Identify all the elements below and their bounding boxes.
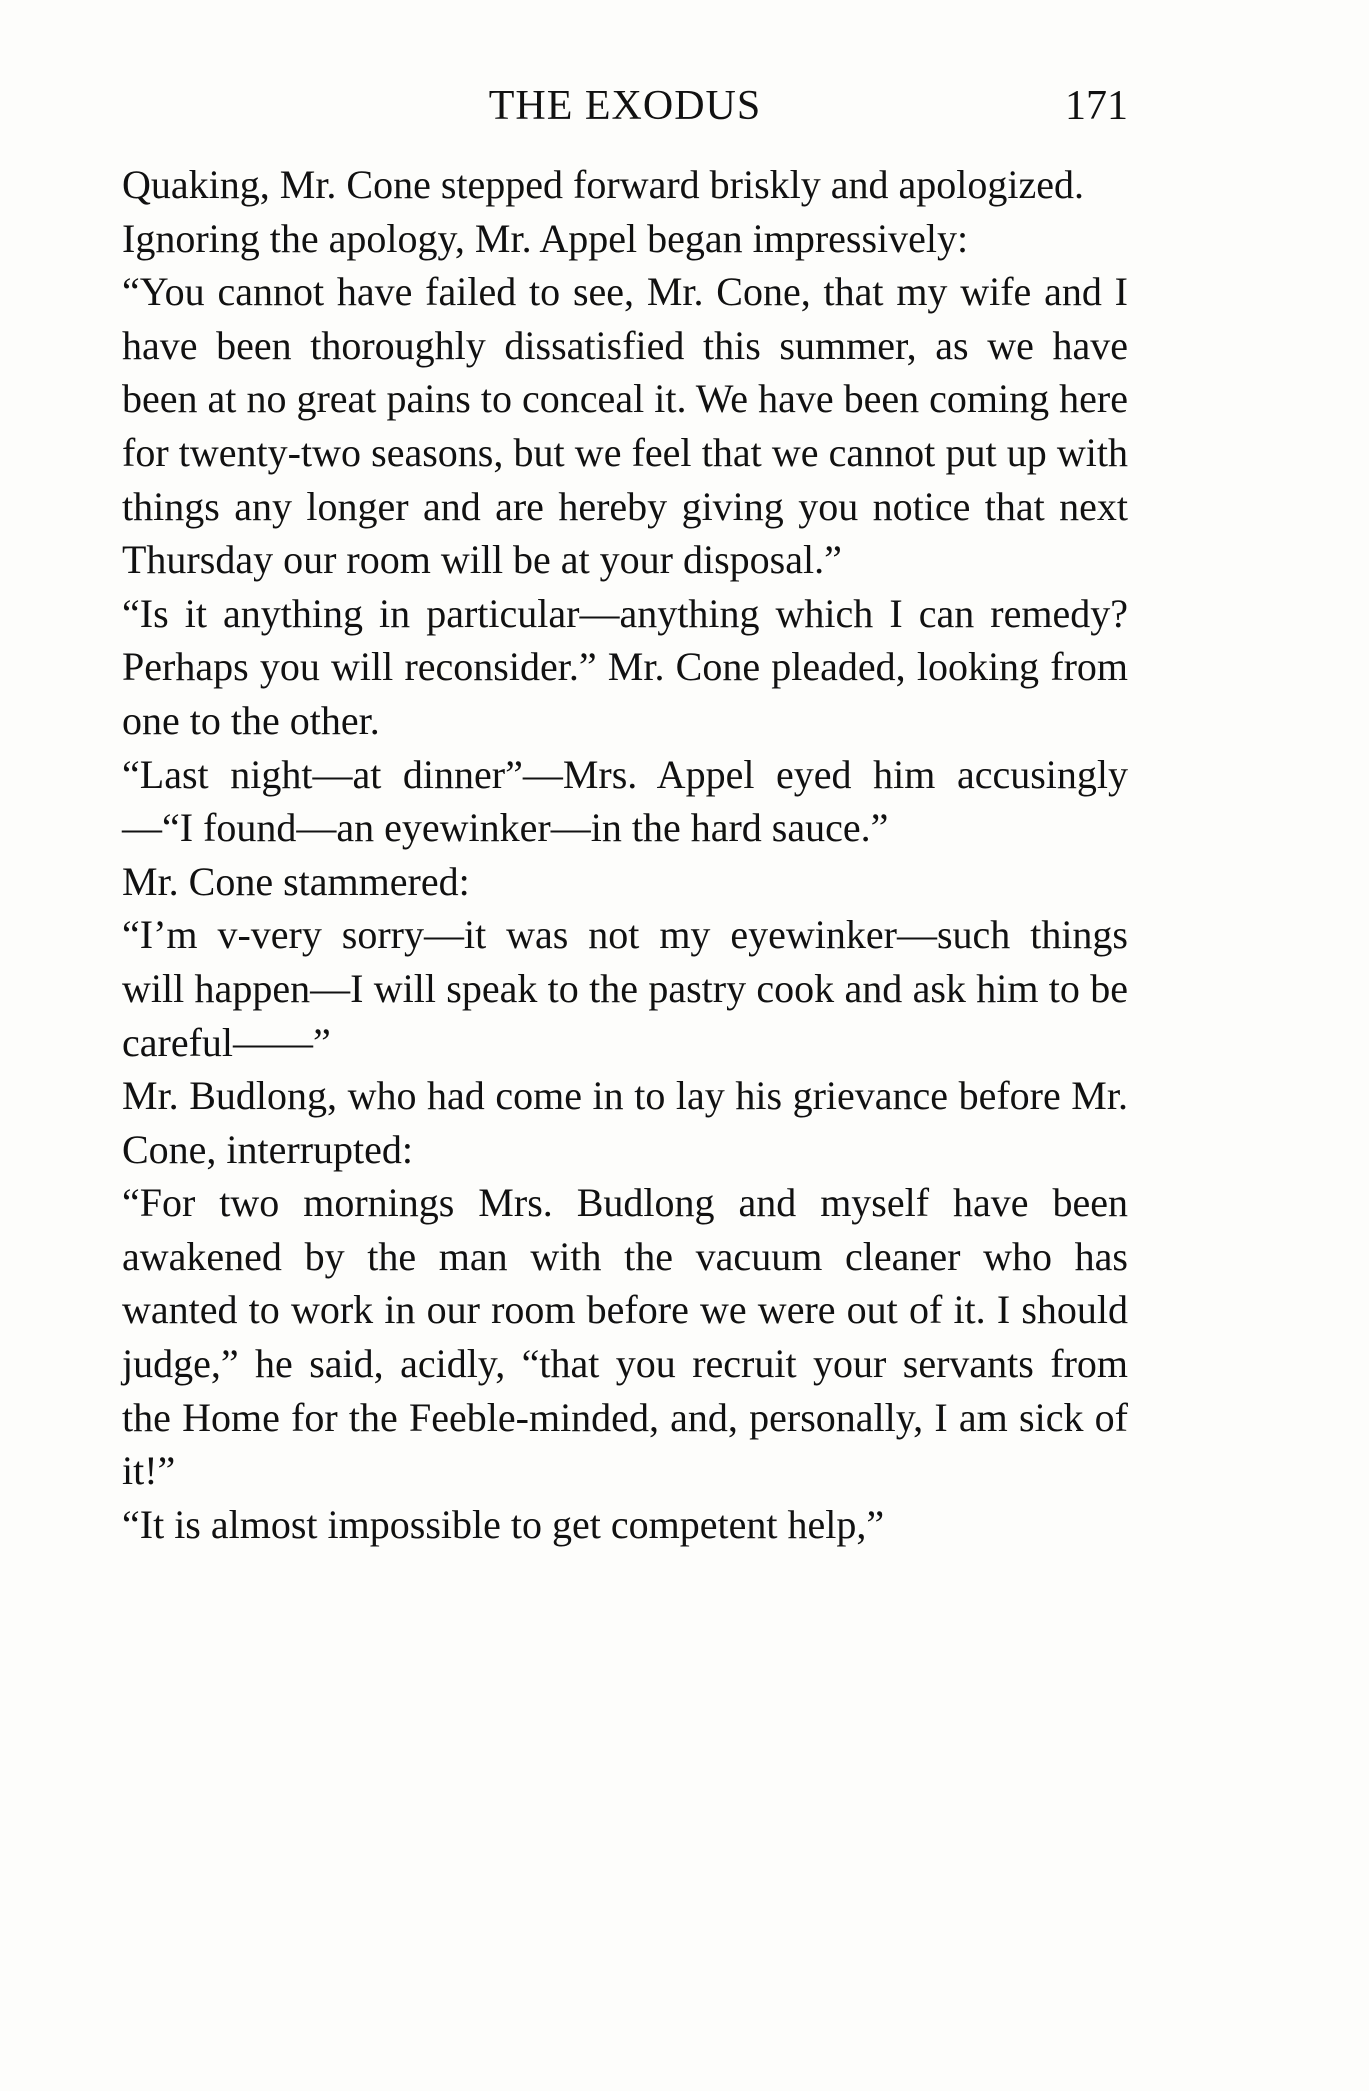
body-text bbox=[122, 158, 1128, 1551]
paragraph: “Is it anything in particular—anything which I can remedy? Perhaps you will reconsider.” Mr. Cone pleaded, looking from one to the other. bbox=[122, 590, 1128, 743]
paragraph: “For two mornings Mrs. Budlong and myself have been awakened by the man with the vacuum cleaner who has wanted to work in our room before we were out of it. I should judge,” he said, acidly, “that you recruit your servants from the Home for the Feeble-minded, and, personally, I am sick of it!” bbox=[122, 1180, 1128, 1494]
paragraph: “You cannot have failed to see, Mr. Cone, that my wife and I have been thoroughly dissatisfied this summer, as we have been at no great pains to conceal it. We have been coming here for twenty-two seasons, but we feel that we cannot put up with things any longer and are hereby giving you notice that next Thursday our room will be at your disposal.” bbox=[122, 269, 1128, 583]
paragraph: Mr. Budlong, who had come in to lay his grievance before Mr. Cone, interrupted: bbox=[122, 1073, 1128, 1172]
running-title: THE EXODUS bbox=[488, 83, 762, 129]
running-head bbox=[122, 82, 1128, 142]
paragraph: “Last night—at dinner”—Mrs. Appel eyed him accusingly—“I found—an eyewinker—in the hard sauce.” bbox=[122, 751, 1128, 851]
paragraph: Mr. Cone stammered: bbox=[122, 858, 470, 904]
paragraph: “I’m v-very sorry—it was not my eyewinker—such things will happen—I will speak to the pastry cook and ask him to be careful——” bbox=[122, 912, 1128, 1065]
paragraph: Quaking, Mr. Cone stepped forward briskly and apologized. bbox=[122, 162, 1085, 207]
paragraph: “It is almost impossible to get competent help,” bbox=[122, 1501, 885, 1547]
paragraph: Ignoring the apology, Mr. Appel began impressively: bbox=[122, 215, 969, 261]
page-number: 171 bbox=[1065, 83, 1128, 129]
